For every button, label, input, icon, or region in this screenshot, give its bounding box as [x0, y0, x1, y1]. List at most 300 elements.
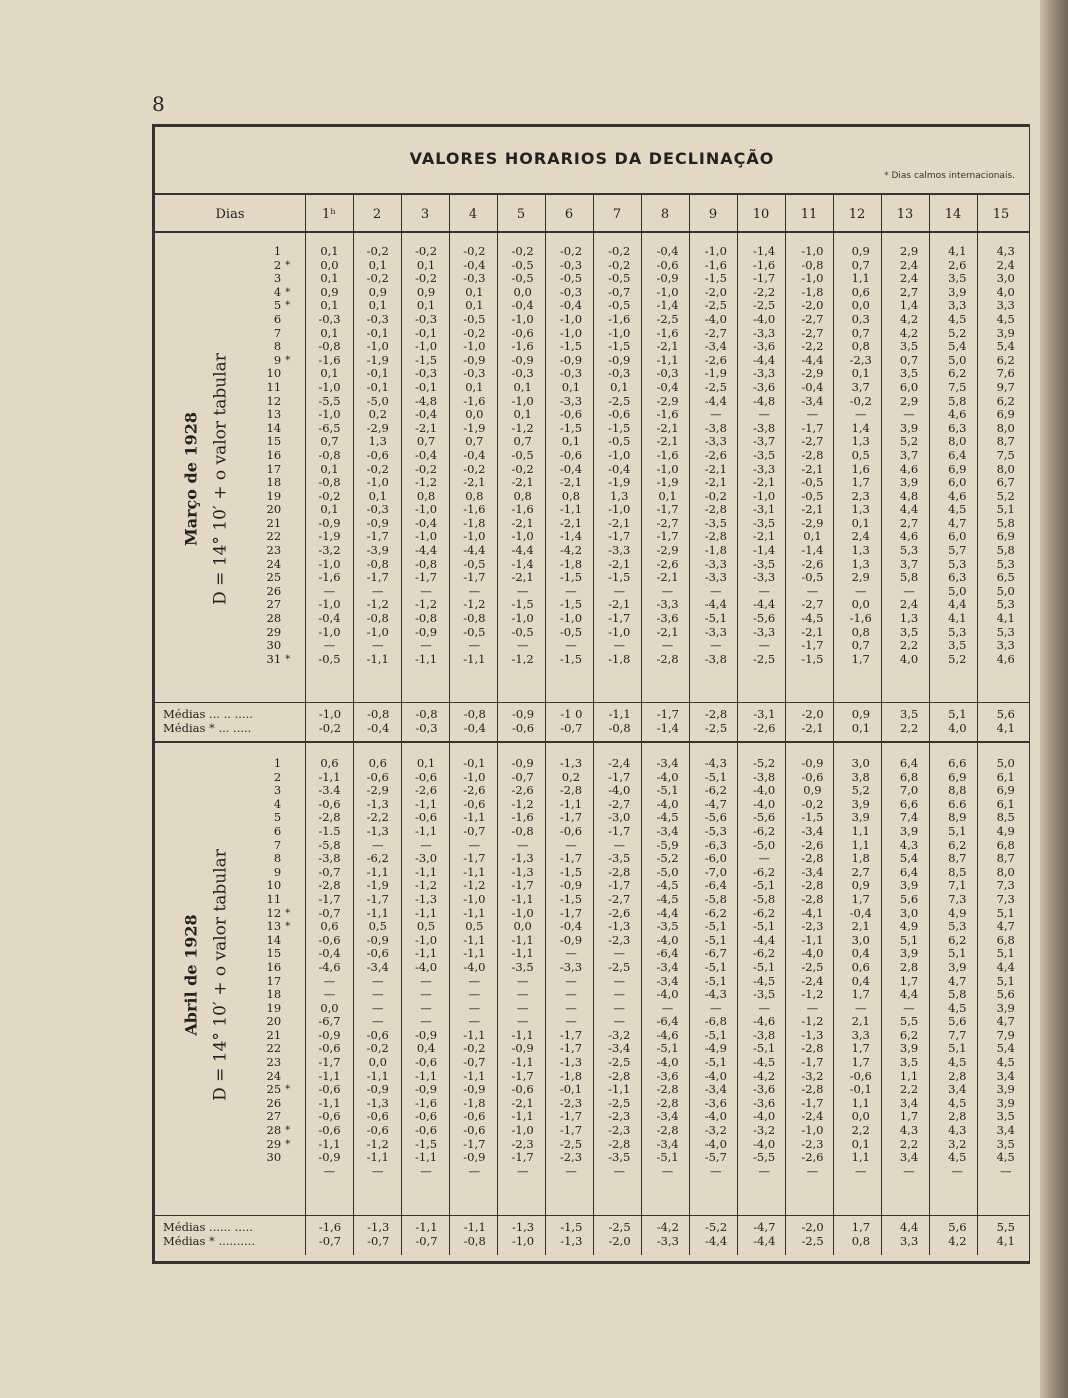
table-cell: — — [420, 1164, 432, 1178]
table-cell: -3,8 — [704, 421, 727, 435]
day-number — [255, 1165, 285, 1179]
table-cell: 0,6 — [851, 960, 870, 974]
table-cell: -5,6 — [753, 811, 776, 825]
table-cell: -2,8 — [318, 879, 341, 893]
table-cell: 5,4 — [948, 340, 967, 354]
day-number: 12 — [266, 394, 282, 408]
day-number: 15 — [266, 947, 282, 961]
table-cell: -0,8 — [318, 476, 341, 490]
table-cell: — — [758, 408, 770, 422]
table-cell: -0,1 — [849, 1083, 872, 1097]
calm-days-note: * Dias calmos internacionais. — [884, 171, 1015, 181]
table-cell: -0,8 — [318, 448, 341, 462]
table-cell: 1,7 — [899, 974, 919, 988]
day-number: 4 — [273, 797, 282, 811]
table-cell: -3,2 — [801, 1069, 824, 1083]
table-cell: -1,1 — [463, 1028, 486, 1042]
table-cell: -0,4 — [318, 612, 341, 626]
table-cell: — — [372, 1001, 384, 1015]
table-cell: -0,9 — [463, 1151, 486, 1165]
calm-day-marker — [285, 395, 305, 409]
table-cell: 5,3 — [948, 557, 967, 571]
table-cell: -4,7 — [704, 797, 727, 811]
table-cell: -0,2 — [366, 1042, 389, 1056]
table-cell: -4,9 — [704, 1042, 727, 1056]
table-cell: -4,6 — [753, 1015, 776, 1029]
table-cell: 7,5 — [948, 380, 967, 394]
table-cell: -1,1 — [463, 906, 486, 920]
day-number: 29 — [266, 1137, 282, 1151]
averages-cell: -1,0 — [318, 707, 342, 721]
table-cell: 0,1 — [416, 258, 436, 272]
table-cell: — — [468, 838, 481, 852]
table-cell: -1,0 — [511, 394, 534, 408]
table-cell: -0,1 — [414, 326, 438, 340]
table-cell: -1,0 — [559, 312, 583, 326]
table-cell: -2,7 — [608, 892, 631, 906]
table-cell: -1,7 — [511, 1151, 534, 1165]
table-cell: 0,1 — [416, 299, 436, 313]
day-number: 20 — [266, 1015, 282, 1029]
calm-day-marker — [285, 626, 305, 640]
table-cell: -1,7 — [559, 811, 583, 825]
table-cell: -0,6 — [463, 797, 486, 811]
table-cell: 4,6 — [948, 489, 967, 503]
table-cell: -1,7 — [366, 892, 389, 906]
table-cell: -3,4 — [366, 960, 389, 974]
table-cell: 7,1 — [948, 879, 967, 893]
table-cell: -3,6 — [656, 612, 679, 626]
table-cell: 7,3 — [948, 892, 967, 906]
calm-day-marker — [285, 313, 305, 327]
table-cell: -3,3 — [704, 571, 727, 585]
table-cell: -2,1 — [656, 625, 679, 639]
table-cell: — — [758, 1001, 770, 1015]
table-cell: -2,1 — [704, 462, 727, 476]
table-cell: -0,9 — [559, 933, 583, 947]
column-header-hour: 13 — [896, 207, 914, 222]
table-cell: -1,5 — [559, 421, 583, 435]
table-cell: -1,5 — [559, 598, 583, 612]
table-cell: -1,7 — [366, 571, 389, 585]
averages-cell: -0,7 — [560, 721, 583, 735]
table-cell: -2,6 — [801, 557, 824, 571]
table-cell: -5,1 — [753, 920, 776, 934]
table-cell: 4,4 — [899, 503, 919, 517]
table-cell: -1,0 — [656, 462, 679, 476]
table-cell: -2,5 — [704, 299, 727, 313]
table-cell: -0,6 — [366, 448, 389, 462]
table-cell: -5,1 — [753, 879, 776, 893]
table-cell: -1,5 — [608, 340, 631, 354]
table-cell: -3,6 — [753, 380, 776, 394]
averages-cell: -1,4 — [656, 721, 679, 735]
table-cell: 5,8 — [948, 394, 967, 408]
calm-day-marker — [285, 798, 305, 812]
table-cell: -6,2 — [704, 784, 727, 798]
table-cell: -1,1 — [414, 797, 438, 811]
table-cell: -4,4 — [414, 544, 438, 558]
table-row — [255, 920, 1030, 934]
table-cell: -4,0 — [753, 784, 776, 798]
table-cell: — — [710, 1001, 722, 1015]
table-cell: 2,8 — [948, 1069, 967, 1083]
table-cell: -1,2 — [463, 598, 486, 612]
table-cell: -1,5 — [559, 571, 583, 585]
table-cell: 1,7 — [851, 988, 870, 1002]
table-cell: -4,3 — [704, 757, 727, 770]
table-cell: -1,9 — [366, 879, 389, 893]
table-cell: -4,0 — [414, 960, 438, 974]
table-cell: 1,3 — [610, 489, 629, 503]
table-cell: 0,1 — [320, 245, 339, 258]
table-cell: -6,7 — [704, 947, 727, 961]
day-number: 17 — [266, 462, 282, 476]
table-row — [255, 947, 1030, 961]
table-cell: -2,1 — [801, 503, 824, 517]
table-row — [255, 272, 1030, 286]
table-cell: -0,9 — [366, 1083, 389, 1097]
calm-day-marker — [285, 327, 305, 341]
table-cell: 0,7 — [465, 435, 484, 449]
header-top-rule — [155, 193, 1029, 195]
table-cell: -1,9 — [366, 353, 389, 367]
table-cell: -3,3 — [559, 960, 583, 974]
table-cell: — — [468, 639, 481, 653]
table-cell: -1,0 — [318, 625, 341, 639]
table-cell: 5,8 — [948, 988, 967, 1002]
table-cell: — — [613, 974, 625, 988]
table-cell: — — [420, 838, 432, 852]
table-cell: -4,1 — [801, 906, 824, 920]
table-cell: 4,0 — [899, 652, 919, 666]
calm-day-marker — [285, 947, 305, 961]
table-cell: -0,2 — [704, 489, 727, 503]
table-cell: -0,1 — [366, 326, 389, 340]
table-cell: -0,8 — [318, 340, 341, 354]
averages-row — [155, 721, 1030, 735]
table-cell: 3,9 — [948, 960, 967, 974]
table-cell: -0,5 — [801, 489, 824, 503]
table-cell: — — [999, 1164, 1012, 1178]
table-cell: 3,4 — [899, 1151, 919, 1165]
table-cell: -6,3 — [704, 838, 727, 852]
day-number: 5 — [273, 811, 282, 825]
table-cell: -1,4 — [801, 544, 824, 558]
table-cell: -1,1 — [414, 906, 438, 920]
table-cell: -1,1 — [511, 1028, 534, 1042]
table-cell: -1,6 — [656, 326, 679, 340]
table-cell: 5,0 — [996, 757, 1015, 770]
table-cell: -0,6 — [366, 1028, 389, 1042]
table-cell: 5,6 — [899, 892, 919, 906]
table-cell: -1,7 — [801, 421, 824, 435]
table-cell: -3,5 — [753, 516, 776, 530]
table-row — [255, 639, 1030, 653]
table-cell: -0,5 — [463, 625, 486, 639]
table-cell: -1,1 — [366, 865, 389, 879]
table-cell: -0,6 — [318, 1083, 341, 1097]
averages-cell: -0,8 — [415, 707, 438, 721]
table-cell: -5,1 — [704, 933, 727, 947]
table-row — [255, 340, 1030, 354]
averages-cell: -5,2 — [705, 1220, 728, 1234]
day-number: 27 — [266, 1110, 282, 1124]
averages-cell: -1,7 — [656, 707, 679, 721]
table-cell: -0,4 — [559, 920, 583, 934]
table-cell: -3,3 — [704, 625, 727, 639]
calm-day-marker: * — [285, 300, 291, 312]
table-cell: -3,8 — [753, 770, 776, 784]
table-cell: — — [516, 1164, 529, 1178]
day-number: 23 — [266, 544, 282, 558]
table-cell: 5,4 — [996, 340, 1015, 354]
table-cell: 4,4 — [996, 960, 1015, 974]
table-row — [255, 653, 1030, 667]
averages-cell: -4,2 — [656, 1220, 679, 1234]
calm-day-marker — [285, 1165, 305, 1179]
table-cell: -6,4 — [656, 1015, 679, 1029]
table-cell: -4,0 — [656, 770, 679, 784]
table-cell: -1,7 — [608, 824, 631, 838]
averages-cell: -2,5 — [705, 721, 728, 735]
table-cell: — — [323, 1164, 336, 1178]
table-cell: — — [516, 1015, 529, 1029]
table-cell: -1,7 — [463, 1137, 486, 1151]
table-cell: 3,3 — [948, 299, 967, 313]
table-row — [255, 1002, 1030, 1016]
table-cell: -2,8 — [704, 503, 727, 517]
calm-day-marker — [285, 1070, 305, 1084]
table-cell: -0,7 — [318, 865, 341, 879]
table-cell: -5,1 — [656, 1151, 679, 1165]
table-cell: -2,8 — [608, 1137, 631, 1151]
table-cell: -1,3 — [559, 757, 583, 770]
table-cell: -2,5 — [704, 380, 727, 394]
table-cell: -6,2 — [753, 865, 776, 879]
table-cell: -1,9 — [656, 476, 679, 490]
table-cell: 0,5 — [465, 920, 484, 934]
table-cell: — — [613, 1001, 625, 1015]
table-cell: -0,4 — [849, 906, 872, 920]
averages-cell: -0,9 — [511, 707, 535, 721]
table-cell: -4,0 — [656, 1056, 679, 1070]
table-cell: -1,3 — [559, 1056, 583, 1070]
table-cell: -0,6 — [559, 448, 583, 462]
table-cell: -0,7 — [511, 770, 534, 784]
table-cell: -3,4 — [801, 865, 824, 879]
table-cell: 8,8 — [948, 784, 967, 798]
table-row — [255, 585, 1030, 599]
table-cell: 3,5 — [948, 272, 967, 286]
table-cell: -2,9 — [656, 544, 679, 558]
table-cell: -4,5 — [656, 879, 679, 893]
table-cell: 3,8 — [851, 770, 870, 784]
day-number: 27 — [266, 598, 282, 612]
table-cell: — — [565, 1001, 577, 1015]
table-cell: 4,0 — [996, 285, 1015, 299]
averages-cell: -1,1 — [415, 1220, 438, 1234]
calm-day-marker — [285, 408, 305, 422]
table-cell: -3,6 — [656, 1069, 679, 1083]
table-cell: 0,8 — [561, 489, 581, 503]
table-cell: -0,4 — [559, 462, 583, 476]
table-cell: -3,4 — [704, 340, 727, 354]
march-table — [255, 245, 1030, 666]
table-cell: 6,9 — [948, 462, 967, 476]
table-row — [255, 975, 1030, 989]
table-cell: 0,6 — [368, 757, 387, 770]
column-header-dias: Dias — [215, 207, 245, 222]
calm-day-marker — [285, 639, 305, 653]
table-cell: -1,1 — [511, 892, 534, 906]
table-cell: -1,0 — [318, 380, 341, 394]
table-cell: 0,8 — [513, 489, 532, 503]
table-cell: 6,2 — [948, 367, 967, 381]
table-cell: 0,1 — [803, 530, 822, 544]
table-cell: -0,3 — [559, 285, 583, 299]
table-cell: 3,0 — [996, 272, 1015, 286]
table-cell: 3,5 — [899, 367, 919, 381]
table-cell: — — [613, 947, 625, 961]
table-cell: -2,7 — [801, 312, 824, 326]
table-row — [255, 517, 1030, 531]
table-cell: 0,7 — [851, 326, 870, 340]
table-row — [255, 503, 1030, 517]
table-row — [255, 1029, 1030, 1043]
table-cell: — — [420, 584, 432, 598]
table-cell: 2,2 — [899, 1083, 919, 1097]
averages-cell: -2,1 — [801, 721, 824, 735]
table-cell: -2,6 — [704, 448, 727, 462]
table-cell: -4,0 — [753, 1137, 776, 1151]
table-cell: -1,6 — [414, 1096, 438, 1110]
table-cell: 6,2 — [948, 838, 967, 852]
table-cell: 7,5 — [996, 448, 1015, 462]
table-cell: -2,5 — [608, 1056, 631, 1070]
averages-cell: -3,3 — [656, 1234, 679, 1248]
table-row — [255, 598, 1030, 612]
table-cell: -2,8 — [559, 784, 583, 798]
table-cell: 4,2 — [899, 312, 919, 326]
table-cell: -2,3 — [511, 1137, 534, 1151]
table-cell: 1,7 — [851, 892, 870, 906]
table-cell: -0,9 — [318, 516, 341, 530]
table-cell: 8,0 — [996, 462, 1015, 476]
table-cell: 0,7 — [320, 435, 339, 449]
table-cell: 0,7 — [851, 258, 870, 272]
table-cell: -5,0 — [753, 838, 776, 852]
table-cell: 3,3 — [996, 299, 1015, 313]
table-cell: -1,2 — [511, 797, 534, 811]
table-cell: -3,3 — [753, 367, 776, 381]
table-cell: -1,0 — [656, 285, 679, 299]
table-cell: -1,8 — [704, 544, 727, 558]
calm-day-marker — [285, 1056, 305, 1070]
table-cell: -1,5 — [559, 865, 583, 879]
table-cell: -1,7 — [559, 1042, 583, 1056]
table-cell: -1,2 — [463, 879, 486, 893]
day-number: 1 — [273, 245, 282, 258]
table-cell: -2,8 — [656, 1096, 679, 1110]
table-cell: 0,1 — [465, 380, 484, 394]
table-cell: -1,7 — [656, 503, 679, 517]
table-cell: -2,1 — [608, 598, 631, 612]
table-cell: — — [565, 1164, 577, 1178]
averages-cell: -1,3 — [511, 1220, 535, 1234]
table-cell: 5,2 — [948, 326, 967, 340]
table-cell: -1,7 — [801, 1056, 824, 1070]
table-cell: 3,9 — [996, 1083, 1015, 1097]
table-cell: -0,4 — [656, 245, 679, 258]
table-cell: 0,1 — [320, 503, 339, 517]
table-cell: -2,8 — [801, 892, 824, 906]
table-cell: -1,6 — [753, 258, 776, 272]
table-cell: -1,6 — [511, 340, 534, 354]
table-cell: -2,3 — [608, 1110, 631, 1124]
table-cell: -1,8 — [463, 1096, 486, 1110]
column-header-hour: 15 — [992, 207, 1010, 222]
table-cell: 7,3 — [996, 892, 1015, 906]
calm-day-marker — [285, 490, 305, 504]
table-cell: -2,1 — [511, 476, 534, 490]
table-cell: -1,9 — [463, 421, 486, 435]
averages-cell: 2,2 — [900, 721, 919, 735]
table-cell: — — [468, 584, 481, 598]
table-cell: -3,2 — [608, 1028, 631, 1042]
table-cell: -1,0 — [414, 340, 438, 354]
table-cell: -5,1 — [704, 770, 727, 784]
table-row — [255, 435, 1030, 449]
table-cell: 7,6 — [996, 367, 1015, 381]
march-month-label: Março de 1928 — [181, 412, 201, 546]
day-number: 21 — [266, 1028, 282, 1042]
table-cell: 2,8 — [948, 1110, 967, 1124]
calm-day-marker: * — [285, 653, 291, 665]
day-number: 14 — [266, 933, 282, 947]
table-cell: -3,8 — [753, 421, 776, 435]
day-number: 7 — [273, 326, 282, 340]
table-cell: -2,7 — [656, 516, 679, 530]
table-cell: -0,5 — [801, 571, 824, 585]
table-cell: 0,9 — [368, 285, 387, 299]
table-cell: -0,9 — [463, 353, 486, 367]
table-cell: -2,3 — [608, 1124, 631, 1138]
table-cell: -1,6 — [463, 503, 486, 517]
table-cell: -2,7 — [608, 797, 631, 811]
table-cell: -2,6 — [414, 784, 438, 798]
table-cell: 8,7 — [996, 435, 1015, 449]
averages-cell: 5,1 — [948, 707, 967, 721]
table-cell: 2,1 — [851, 1015, 870, 1029]
table-cell: — — [613, 1164, 625, 1178]
table-cell: 0,6 — [320, 920, 339, 934]
table-cell: -2,8 — [608, 1069, 631, 1083]
table-cell: -5,1 — [704, 612, 727, 626]
table-cell: -1,1 — [511, 1056, 534, 1070]
march-formula-label: D = 14° 10′ + o valor tabular — [210, 353, 231, 605]
table-cell: 5,5 — [899, 1015, 919, 1029]
table-cell: 0,8 — [851, 625, 870, 639]
day-number: 15 — [266, 435, 282, 449]
table-cell: 0,1 — [561, 435, 581, 449]
table-cell: -5,2 — [753, 757, 776, 770]
table-cell: -4,0 — [463, 960, 486, 974]
table-cell: -1,0 — [366, 625, 389, 639]
table-cell: -1,2 — [511, 421, 534, 435]
table-cell: 5,2 — [948, 652, 967, 666]
table-cell: -1,6 — [849, 612, 872, 626]
